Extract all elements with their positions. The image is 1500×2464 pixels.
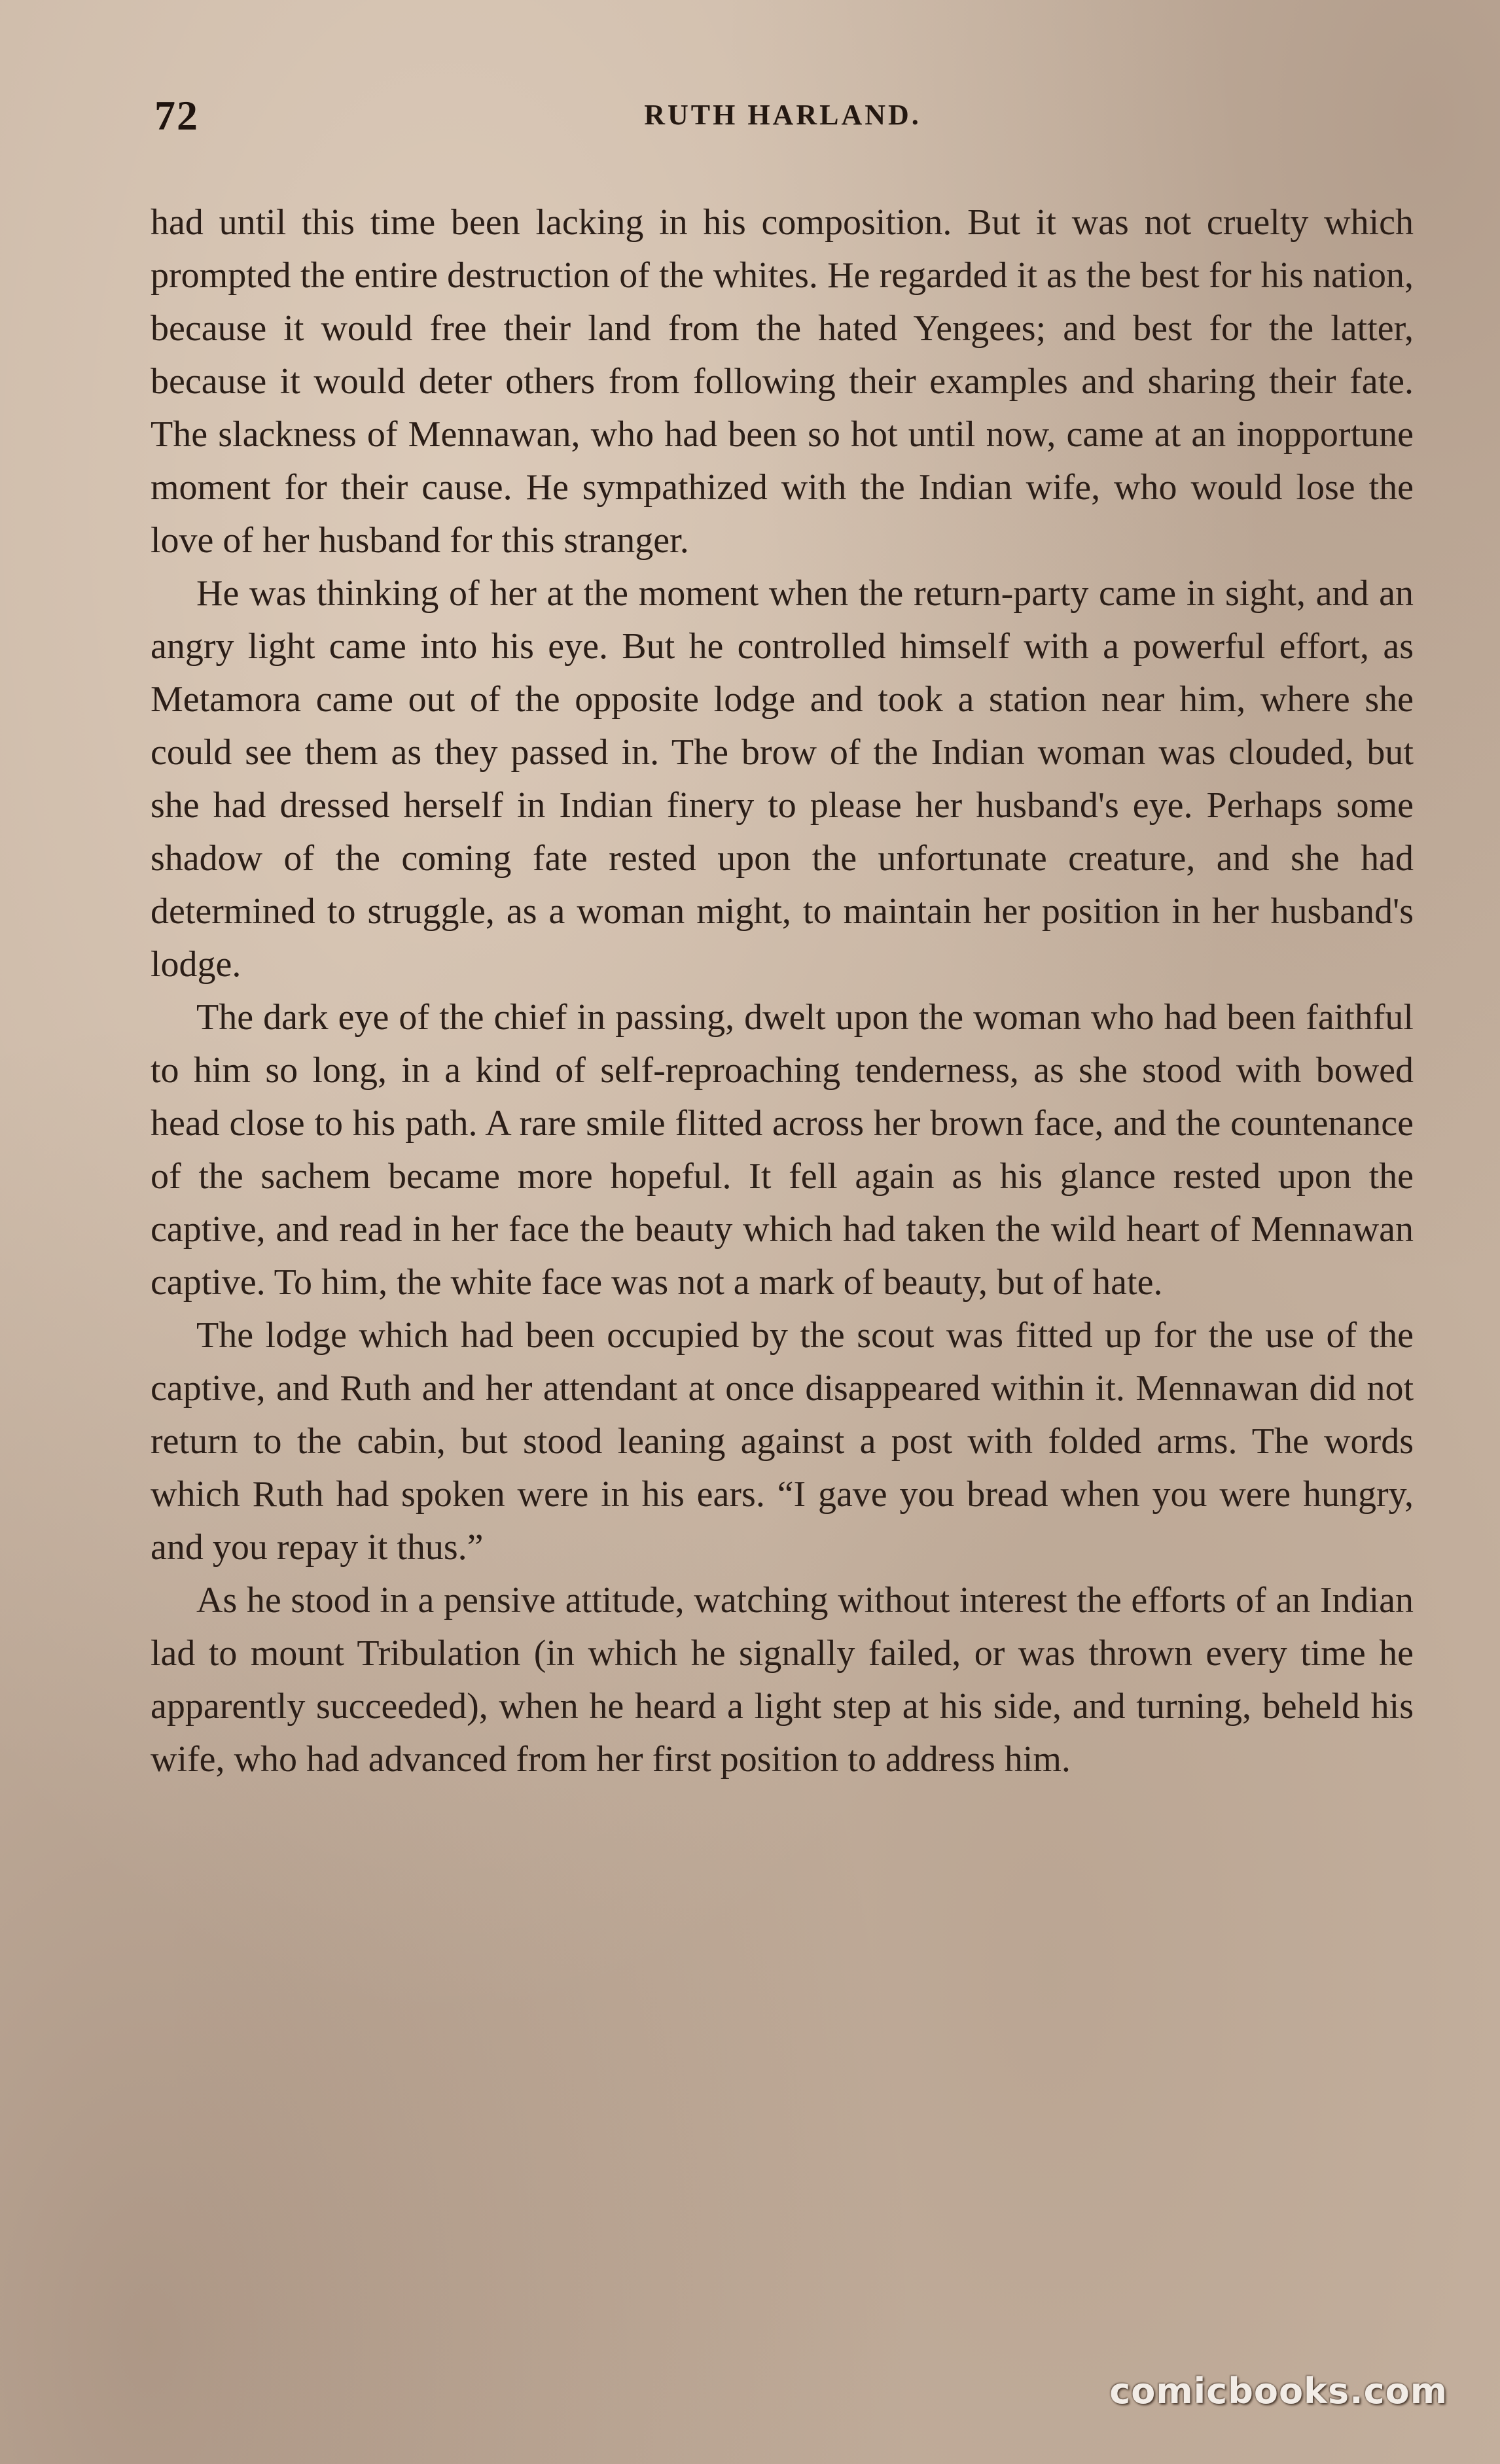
book-title: RUTH HARLAND. [644, 99, 921, 131]
running-head [154, 92, 1411, 144]
paragraph-2: He was thinking of her at the moment when the return-party came in sight, and an angry light came into his eye. But he controlled himself with a powerful effort, as Metamora came out of the opposite lodge and took a station near him, where she could see them as they passed in. The brow of the Indian woman was clouded, but she had dressed herself in Indian finery to please her husband's eye. Perhaps some shadow of the coming fate rested upon the unfortunate creature, and she had determined to struggle, as a woman might, to maintain her position in her husband's lodge. [151, 573, 1414, 985]
paragraph-4: The lodge which had been occupied by the scout was fitted up for the use of the captive, and Ruth and her attendant at once disappeared within it. Mennawan did not return to the cabin, but stood leaning against a post with folded arms. The words which Ruth had spoken were in his ears. “I gave you bread when you were hungry, and you repay it thus.” [151, 1315, 1414, 1568]
page-number: 72 [154, 92, 199, 139]
paragraph-1: had until this time been lacking in his composition. But it was not cruelty which prompted the entire destruction of the whites. He regarded it as the best for his nation, because it would free their land from the hated Yengees; and best for the latter, because it would deter others from following their examples and sharing their fate. The slackness of Mennawan, who had been so hot until now, came at an inopportune moment for their cause. He sympathized with the Indian wife, who would lose the love of her husband for this stranger. [151, 202, 1414, 561]
paragraph-3: The dark eye of the chief in passing, dwelt upon the woman who had been faithful to him so long, in a kind of self-reproaching tenderness, as she stood with bowed head close to his path. A rare smile flitted across her brown face, and the countenance of the sachem became more hopeful. It fell again as his glance rested upon the captive, and read in her face the beauty which had taken the wild heart of Mennawan captive. To him, the white face was not a mark of beauty, but of hate. [151, 997, 1414, 1303]
watermark: comicbooks.com [1109, 2370, 1448, 2412]
body-text [151, 196, 1414, 1786]
paragraph-5: As he stood in a pensive attitude, watching without interest the efforts of an Indian lad to mount Tribulation (in which he signally failed, or was thrown every time he apparently succeeded), when he heard a light step at his side, and turning, beheld his wife, who had advanced from her first position to address him. [151, 1580, 1414, 1780]
